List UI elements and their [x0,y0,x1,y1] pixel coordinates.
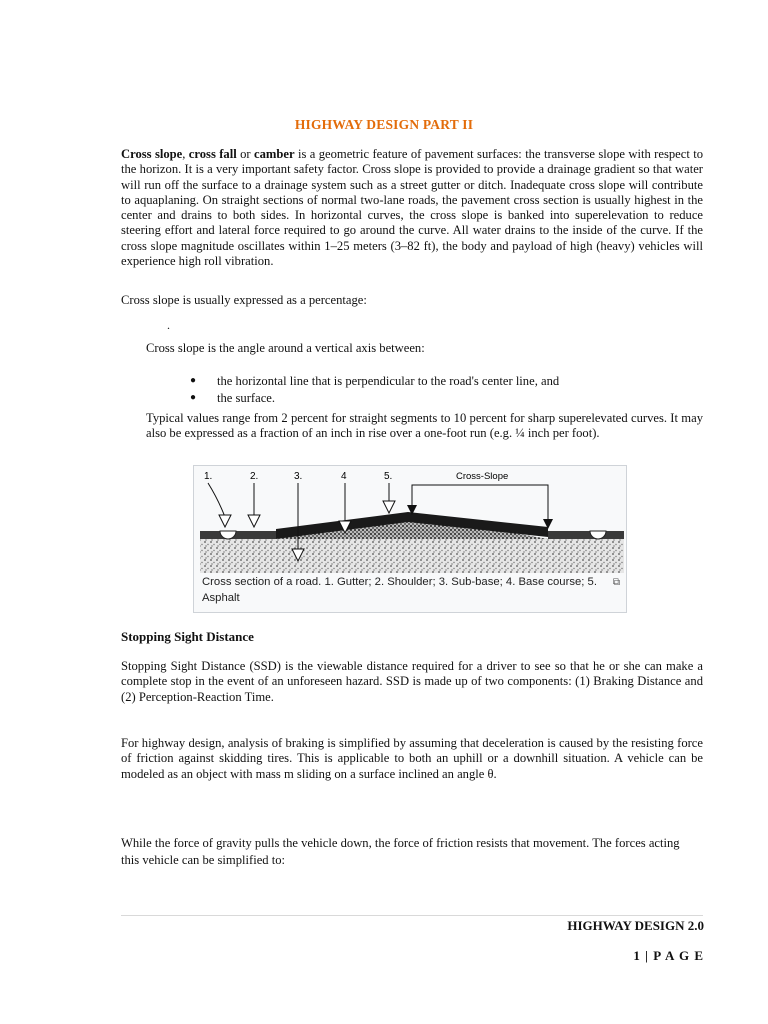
label-5: 5. [384,471,393,482]
list-item: ● the surface. [190,390,276,405]
bullet-icon: ● [190,391,197,403]
label-3: 3. [294,471,303,482]
stray-dot: . [167,318,170,332]
ssd-heading: Stopping Sight Distance [121,629,254,644]
typical-values-paragraph: Typical values range from 2 percent for straight segments to 10 percent for sharp superelevated curves. It may also be expressed as a fraction of an inch in rise over a one-foot run (e.g. ¼ inch per foot). [146,411,703,441]
bullet-list [190,373,559,406]
cross-slope-label: Cross-Slope [456,471,509,482]
percentage-paragraph: Cross slope is usually expressed as a percentage: [121,293,367,307]
term-cross-slope: Cross slope [121,147,183,161]
document-title: HIGHWAY DESIGN PART II [294,117,474,132]
arrow-gutter [208,483,225,517]
label-1: 1. [204,471,213,482]
arrow-head-gutter [219,515,231,527]
subbase-layer [200,539,624,573]
list-item: ● the horizontal line that is perpendicular to the road's center line, and [190,374,560,388]
ssd-paragraph: Stopping Sight Distance (SSD) is the viewable distance required for a driver to see so that he or she can make a complete stop in the event of an unforeseen hazard. SSD is made up of two components: (1) Braking Distance and (2) Perception-Reaction Time. [121,659,703,704]
term-cross-fall: cross fall [188,147,237,161]
footer-divider [121,915,703,916]
arrow-head-asphalt [383,501,395,513]
shoulder-left [200,531,276,539]
road-cross-section-diagram [198,469,624,573]
shoulder-right [548,531,624,539]
term-camber: camber [254,147,295,161]
road-cross-section-figure [193,465,627,613]
forces-paragraph: While the force of gravity pulls the vehicle down, the force of friction resists that movement. The forces acting this vehicle can be simplified to: [121,836,680,867]
angle-paragraph: Cross slope is the angle around a vertical axis between: [146,341,425,355]
cross-slope-paragraph: Cross slope, cross fall or camber is a geometric feature of pavement surfaces: the transverse slope with respect to the horizon. It is a very important safety factor. Cross slope is provided to provide a drainage gradient so that water will run off the surface to a drainage system such as a street gutter or ditch. Inadequate cross slope will contribute to aquaplaning. On straight sections of normal two-lane roads, the pavement cross section is usually highest in the center and drains to both sides. In horizontal curves, the cross slope is banked into superelevation to reduce steering effort and lateral force required to go around the curve. All water drains to the inside of the curve. If the cross slope magnitude oscillates within 1–25 meters (3–82 ft), the body and payload of high (heavy) vehicles will experience high roll vibration. [121,147,704,269]
footer-title: HIGHWAY DESIGN 2.0 [567,918,704,933]
bullet-icon: ● [190,375,197,386]
enlarge-icon[interactable]: ⧉ [612,577,620,588]
label-4: 4 [341,471,347,482]
braking-paragraph: For highway design, analysis of braking is simplified by assuming that deceleration is caused by the resisting force of friction against skidding tires. This is applicable to both an uphill or a downhill situation. A vehicle can be modeled as an object with mass m sliding on a surface inclined an angle θ. [121,736,703,781]
page-number: 1 | P A G E [633,948,704,963]
arrow-head-shoulder [248,515,260,527]
label-2: 2. [250,471,259,482]
figure-caption: Cross section of a road. 1. Gutter; 2. Shoulder; 3. Sub-base; 4. Base course; 5. Asphalt [202,576,597,604]
